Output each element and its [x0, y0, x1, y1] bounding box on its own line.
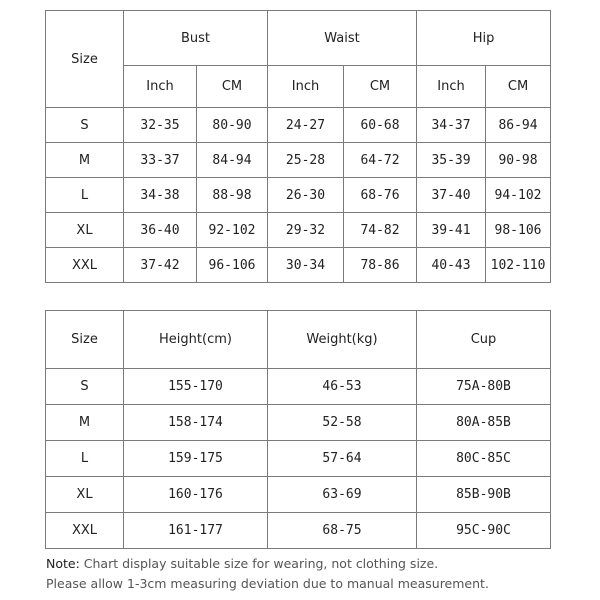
value-cell: 90-98	[486, 143, 551, 178]
value-cell: 94-102	[486, 178, 551, 213]
value-cell: 25-28	[268, 143, 344, 178]
value-cell: 64-72	[344, 143, 417, 178]
value-cell: 37-42	[124, 248, 197, 283]
note-label: Note:	[46, 556, 80, 571]
weight-header: Weight(kg)	[268, 311, 417, 369]
value-cell: 95C-90C	[417, 513, 551, 549]
note-line-2: Please allow 1-3cm measuring deviation due to manual measurement.	[46, 576, 489, 591]
value-cell: 80A-85B	[417, 405, 551, 441]
value-cell: 26-30	[268, 178, 344, 213]
table-row	[46, 108, 551, 143]
value-cell: 57-64	[268, 441, 417, 477]
value-cell: 39-41	[417, 213, 486, 248]
value-cell: 96-106	[197, 248, 268, 283]
value-cell: 46-53	[268, 369, 417, 405]
value-cell: 30-34	[268, 248, 344, 283]
size-cell: XXL	[46, 248, 124, 283]
value-cell: 85B-90B	[417, 477, 551, 513]
unit-header: CM	[486, 66, 551, 108]
table-row	[46, 477, 551, 513]
bust-header: Bust	[124, 11, 268, 66]
unit-header: CM	[344, 66, 417, 108]
value-cell: 80-90	[197, 108, 268, 143]
value-cell: 34-37	[417, 108, 486, 143]
value-cell: 75A-80B	[417, 369, 551, 405]
size-cell: XL	[46, 213, 124, 248]
value-cell: 32-35	[124, 108, 197, 143]
size-cell: L	[46, 178, 124, 213]
note-text: Chart display suitable size for wearing, not clothing size.	[79, 556, 439, 571]
value-cell: 34-38	[124, 178, 197, 213]
value-cell: 86-94	[486, 108, 551, 143]
table-row	[46, 213, 551, 248]
value-cell: 160-176	[124, 477, 268, 513]
value-cell: 68-75	[268, 513, 417, 549]
value-cell: 84-94	[197, 143, 268, 178]
value-cell: 60-68	[344, 108, 417, 143]
cup-header: Cup	[417, 311, 551, 369]
unit-header: Inch	[417, 66, 486, 108]
value-cell: 29-32	[268, 213, 344, 248]
value-cell: 102-110	[486, 248, 551, 283]
group-header-row	[46, 11, 551, 66]
unit-header: Inch	[268, 66, 344, 108]
table-row	[46, 143, 551, 178]
value-cell: 35-39	[417, 143, 486, 178]
unit-header: Inch	[124, 66, 197, 108]
value-cell: 74-82	[344, 213, 417, 248]
body-measurement-table	[45, 10, 551, 283]
fit-header-row	[46, 311, 551, 369]
height-header: Height(cm)	[124, 311, 268, 369]
fit-size-header: Size	[46, 311, 124, 369]
value-cell: 37-40	[417, 178, 486, 213]
table-row	[46, 369, 551, 405]
value-cell: 68-76	[344, 178, 417, 213]
value-cell: 52-58	[268, 405, 417, 441]
size-cell: S	[46, 369, 124, 405]
table-row	[46, 405, 551, 441]
value-cell: 161-177	[124, 513, 268, 549]
value-cell: 98-106	[486, 213, 551, 248]
size-header: Size	[46, 11, 124, 108]
value-cell: 92-102	[197, 213, 268, 248]
table-row	[46, 513, 551, 549]
hip-header: Hip	[417, 11, 551, 66]
size-cell: M	[46, 405, 124, 441]
value-cell: 40-43	[417, 248, 486, 283]
value-cell: 88-98	[197, 178, 268, 213]
value-cell: 159-175	[124, 441, 268, 477]
size-cell: XL	[46, 477, 124, 513]
size-cell: XXL	[46, 513, 124, 549]
note-line-1	[46, 556, 438, 571]
value-cell: 78-86	[344, 248, 417, 283]
value-cell: 36-40	[124, 213, 197, 248]
size-cell: M	[46, 143, 124, 178]
unit-header: CM	[197, 66, 268, 108]
value-cell: 158-174	[124, 405, 268, 441]
table-row	[46, 248, 551, 283]
value-cell: 80C-85C	[417, 441, 551, 477]
value-cell: 33-37	[124, 143, 197, 178]
value-cell: 63-69	[268, 477, 417, 513]
fit-recommendation-table	[45, 310, 551, 549]
value-cell: 24-27	[268, 108, 344, 143]
value-cell: 155-170	[124, 369, 268, 405]
size-cell: S	[46, 108, 124, 143]
table-row	[46, 441, 551, 477]
size-cell: L	[46, 441, 124, 477]
table-row	[46, 178, 551, 213]
waist-header: Waist	[268, 11, 417, 66]
